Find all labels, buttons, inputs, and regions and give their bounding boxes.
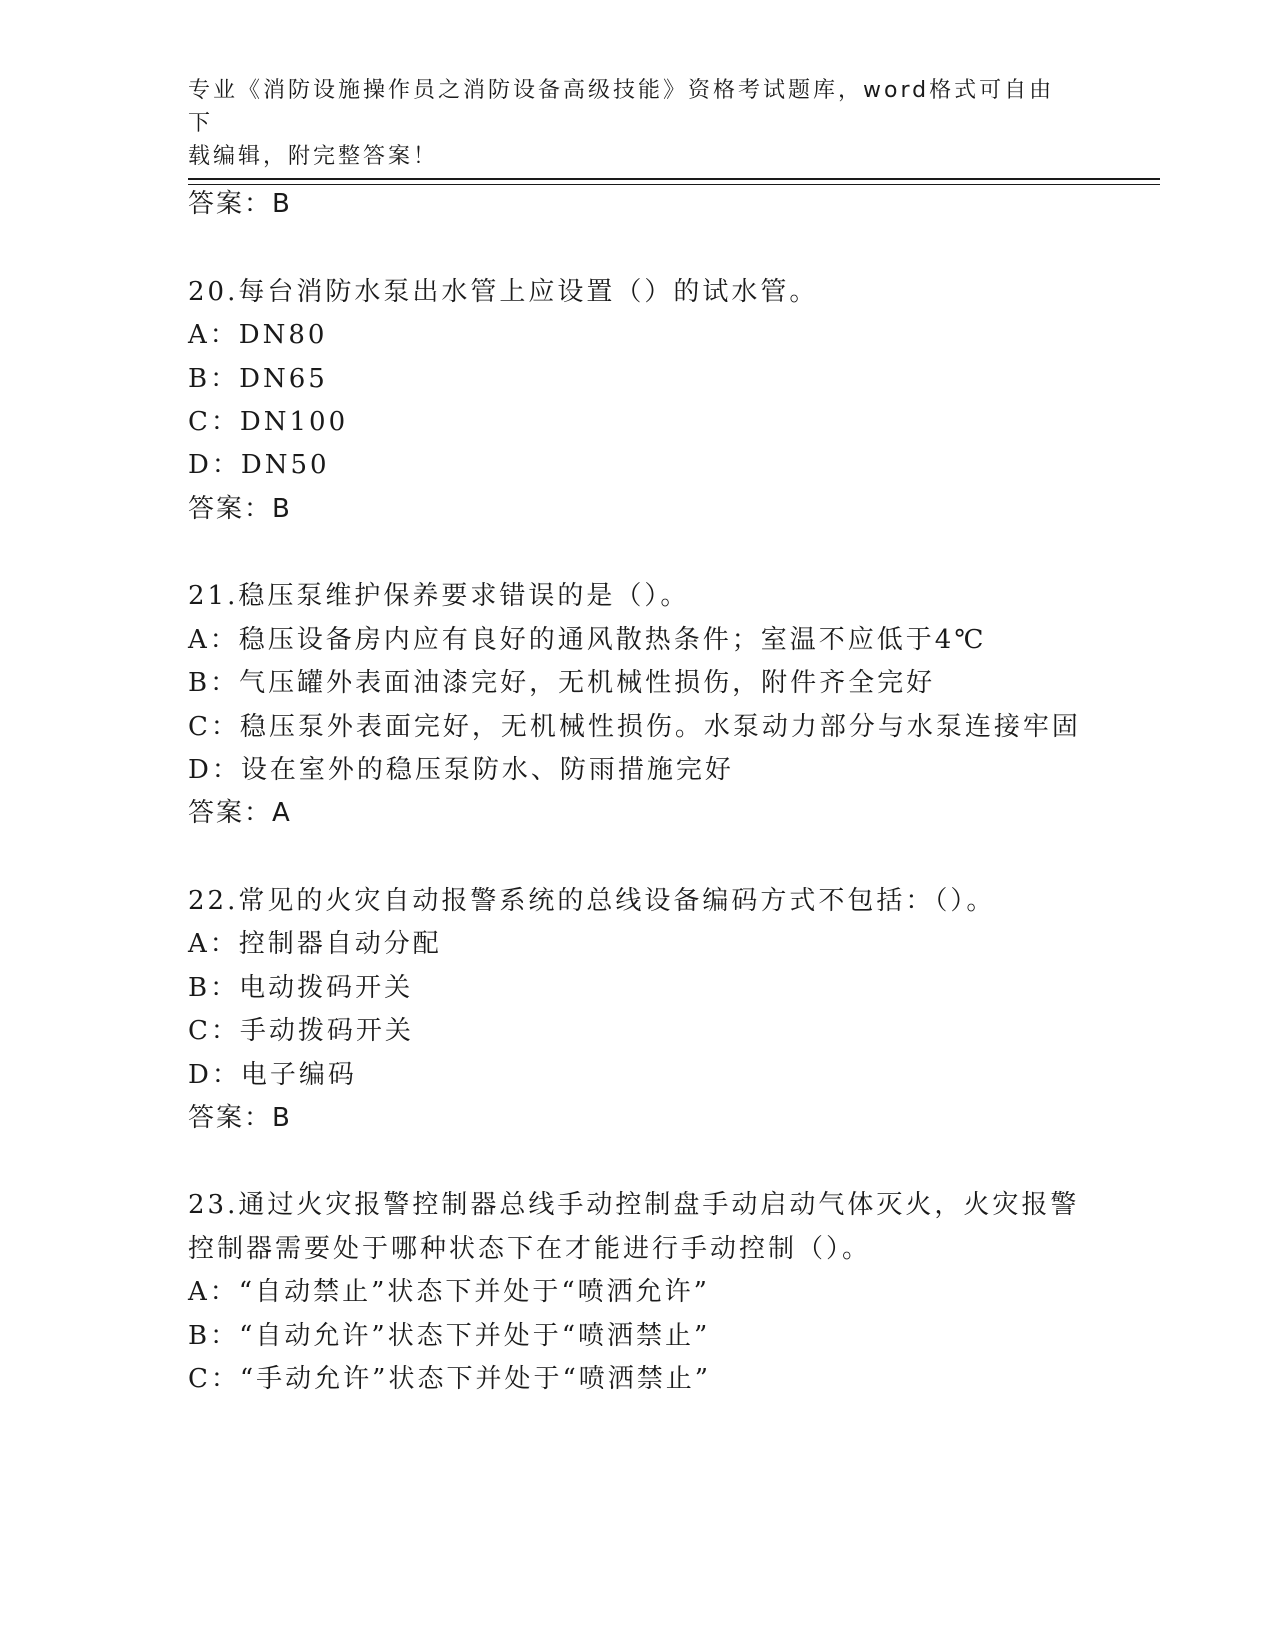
question-21-option-c: C：稳压泵外表面完好，无机械性损伤。水泵动力部分与水泵连接牢固	[188, 712, 1081, 742]
question-20-option-c: C：DN100	[188, 407, 349, 437]
question-23-stem-line-1: 23.通过火灾报警控制器总线手动控制盘手动启动气体灭火，火灾报警	[188, 1190, 1080, 1220]
question-21-option-a: A：稳压设备房内应有良好的通风散热条件；室温不应低于4℃	[188, 625, 987, 655]
question-22-stem: 22.常见的火灾自动报警系统的总线设备编码方式不包括：（）。	[188, 886, 996, 916]
question-20-stem: 20.每台消防水泵出水管上应设置（）的试水管。	[188, 277, 819, 307]
question-23-option-b: B：“自动允许”状态下并处于“喷洒禁止”	[188, 1321, 711, 1351]
answer-q20: 答案：B	[188, 494, 292, 524]
document-header	[188, 74, 1068, 173]
question-22-option-b: B：电动拨码开关	[188, 973, 414, 1003]
answer-q19: 答案：B	[188, 189, 292, 219]
question-23-option-a: A：“自动禁止”状态下并处于“喷洒允许”	[188, 1277, 710, 1307]
header-line-2: 载编辑，附完整答案！	[188, 144, 439, 169]
question-21-stem: 21.稳压泵维护保养要求错误的是（）。	[188, 581, 690, 611]
answer-q21: 答案：A	[188, 798, 292, 828]
question-21-option-d: D：设在室外的稳压泵防水、防雨措施完好	[188, 755, 734, 785]
answer-q22: 答案：B	[188, 1103, 292, 1133]
header-divider-thick	[188, 178, 1160, 180]
question-22-option-a: A：控制器自动分配	[188, 929, 442, 959]
header-divider-thin	[188, 184, 1160, 185]
question-22-option-c: C：手动拨码开关	[188, 1016, 414, 1046]
question-22-option-d: D：电子编码	[188, 1060, 357, 1090]
header-line-1: 专业《消防设施操作员之消防设备高级技能》资格考试题库，word格式可自由下	[188, 78, 1055, 136]
question-23-stem-line-2: 控制器需要处于哪种状态下在才能进行手动控制（）。	[188, 1234, 872, 1264]
question-23-option-c: C：“手动允许”状态下并处于“喷洒禁止”	[188, 1364, 712, 1394]
question-20-option-d: D：DN50	[188, 450, 330, 480]
question-21-option-b: B：气压罐外表面油漆完好，无机械性损伤，附件齐全完好	[188, 668, 936, 698]
question-20-option-b: B：DN65	[188, 364, 328, 394]
question-20-option-a: A：DN80	[188, 320, 328, 350]
